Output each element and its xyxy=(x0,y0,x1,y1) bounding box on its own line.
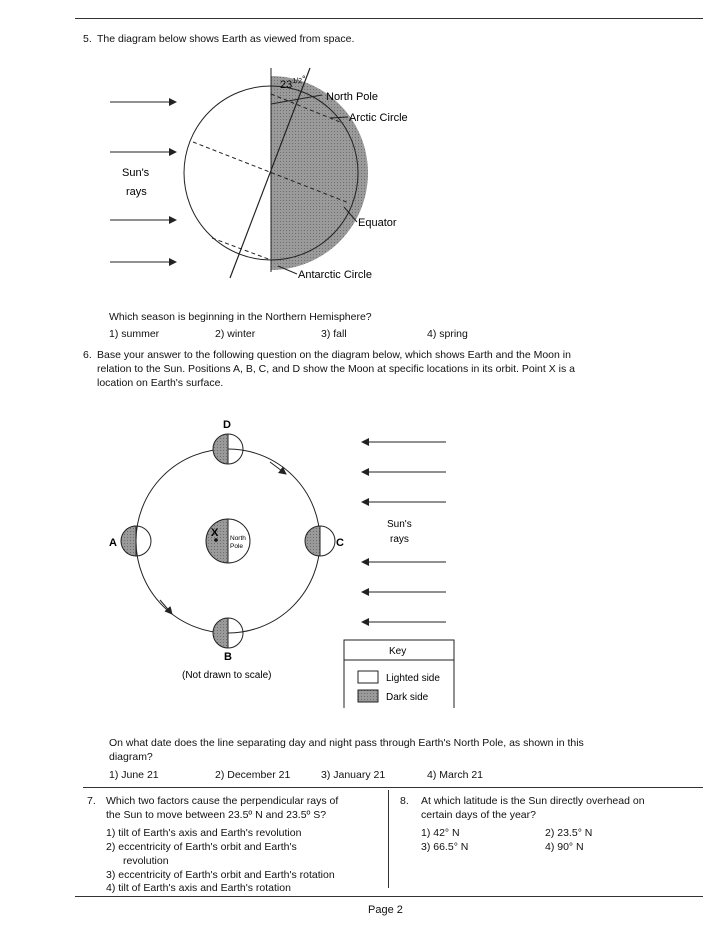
suns-rays-label-2: rays xyxy=(390,534,409,545)
q7-text-line: the Sun to move between 23.5º N and 23.5º S? xyxy=(106,809,327,821)
moon-d-label: D xyxy=(223,419,231,431)
key-title: Key xyxy=(389,646,407,657)
q5-earth-diagram xyxy=(100,62,460,292)
q6-text-line: Base your answer to the following question on the diagram below, which shows Earth and the Moon in xyxy=(97,349,571,361)
not-to-scale-note: (Not drawn to scale) xyxy=(182,670,272,681)
moon-d-dark xyxy=(213,434,228,464)
q8-option-1: 1) 42° N xyxy=(421,827,460,839)
q7-text-line: Which two factors cause the perpendicular rays of xyxy=(106,795,339,807)
q5-question: Which season is beginning in the Northern Hemisphere? xyxy=(109,311,372,323)
moon-b-dark xyxy=(213,618,228,648)
key-lighted-label: Lighted side xyxy=(386,673,440,684)
q6-question-line: diagram? xyxy=(109,751,153,763)
q7-option-3: 3) eccentricity of Earth's orbit and Earth's rotation xyxy=(106,869,335,881)
moon-c-label: C xyxy=(336,537,344,549)
q8-option-3: 3) 66.5° N xyxy=(421,841,469,853)
moon-a-label: A xyxy=(109,537,117,549)
q6-question-line: On what date does the line separating day and night pass through Earth's North Pole, as shown in this xyxy=(109,737,584,749)
top-rule xyxy=(75,18,703,19)
key-dark-swatch xyxy=(358,690,378,702)
north-pole-label-2: Pole xyxy=(230,543,244,550)
q6-option-1: 1) June 21 xyxy=(109,769,159,781)
q8-text-line: At which latitude is the Sun directly overhead on xyxy=(421,795,645,807)
q6-option-4: 4) March 21 xyxy=(427,769,484,781)
orbit-direction-arrow xyxy=(160,600,172,614)
north-pole-label: North xyxy=(230,535,246,542)
equator-label: Equator xyxy=(358,217,397,229)
moon-b-label: B xyxy=(224,651,232,663)
q7-option-2: 2) eccentricity of Earth's orbit and Earth's xyxy=(106,841,297,853)
section-divider xyxy=(83,787,703,788)
antarctic-circle-label: Antarctic Circle xyxy=(298,269,372,281)
north-pole-label: North Pole xyxy=(326,91,378,103)
arctic-circle-label: Arctic Circle xyxy=(349,112,408,124)
q5-option-1: 1) summer xyxy=(109,328,160,340)
q7-option-1: 1) tilt of Earth's axis and Earth's revolution xyxy=(106,827,302,839)
column-divider xyxy=(388,790,389,888)
q7-option-2-cont: revolution xyxy=(123,855,169,867)
q6-text-line: location on Earth's surface. xyxy=(97,377,224,389)
key-lighted-swatch xyxy=(358,671,378,683)
footer-rule xyxy=(75,896,703,897)
q8-option-4: 4) 90° N xyxy=(545,841,584,853)
key-dark-label: Dark side xyxy=(386,692,429,703)
q6-text-line: relation to the Sun. Positions A, B, C, and D show the Moon at specific locations in its orbit. Point X is a xyxy=(97,363,575,375)
suns-rays-label: Sun's xyxy=(122,167,150,179)
q6-number: 6. xyxy=(83,349,92,361)
q5-option-2: 2) winter xyxy=(215,328,256,340)
earth-dark-half xyxy=(271,76,368,270)
q6-option-2: 2) December 21 xyxy=(215,769,291,781)
q6-moon-orbit-diagram xyxy=(100,408,480,708)
q5-number: 5. xyxy=(83,33,92,45)
q5-text: The diagram below shows Earth as viewed from space. xyxy=(97,33,355,45)
q8-number: 8. xyxy=(400,795,409,807)
point-x-label: X xyxy=(211,527,219,539)
antarctic-circle-line xyxy=(212,238,271,260)
q6-option-3: 3) January 21 xyxy=(321,769,386,781)
moon-c-dark xyxy=(305,526,320,556)
q8-option-2: 2) 23.5° N xyxy=(545,827,593,839)
q7-number: 7. xyxy=(87,795,96,807)
axial-tilt-label: $23^{1/2}^\circ$ xyxy=(280,74,306,91)
suns-rays-label-2: rays xyxy=(126,186,147,198)
q8-text-line: certain days of the year? xyxy=(421,809,536,821)
page-number: Page 2 xyxy=(368,904,403,916)
q5-option-4: 4) spring xyxy=(427,328,468,340)
q5-option-3: 3) fall xyxy=(321,328,347,340)
suns-rays-label: Sun's xyxy=(387,519,412,530)
q7-option-4: 4) tilt of Earth's axis and Earth's rotation xyxy=(106,882,291,894)
